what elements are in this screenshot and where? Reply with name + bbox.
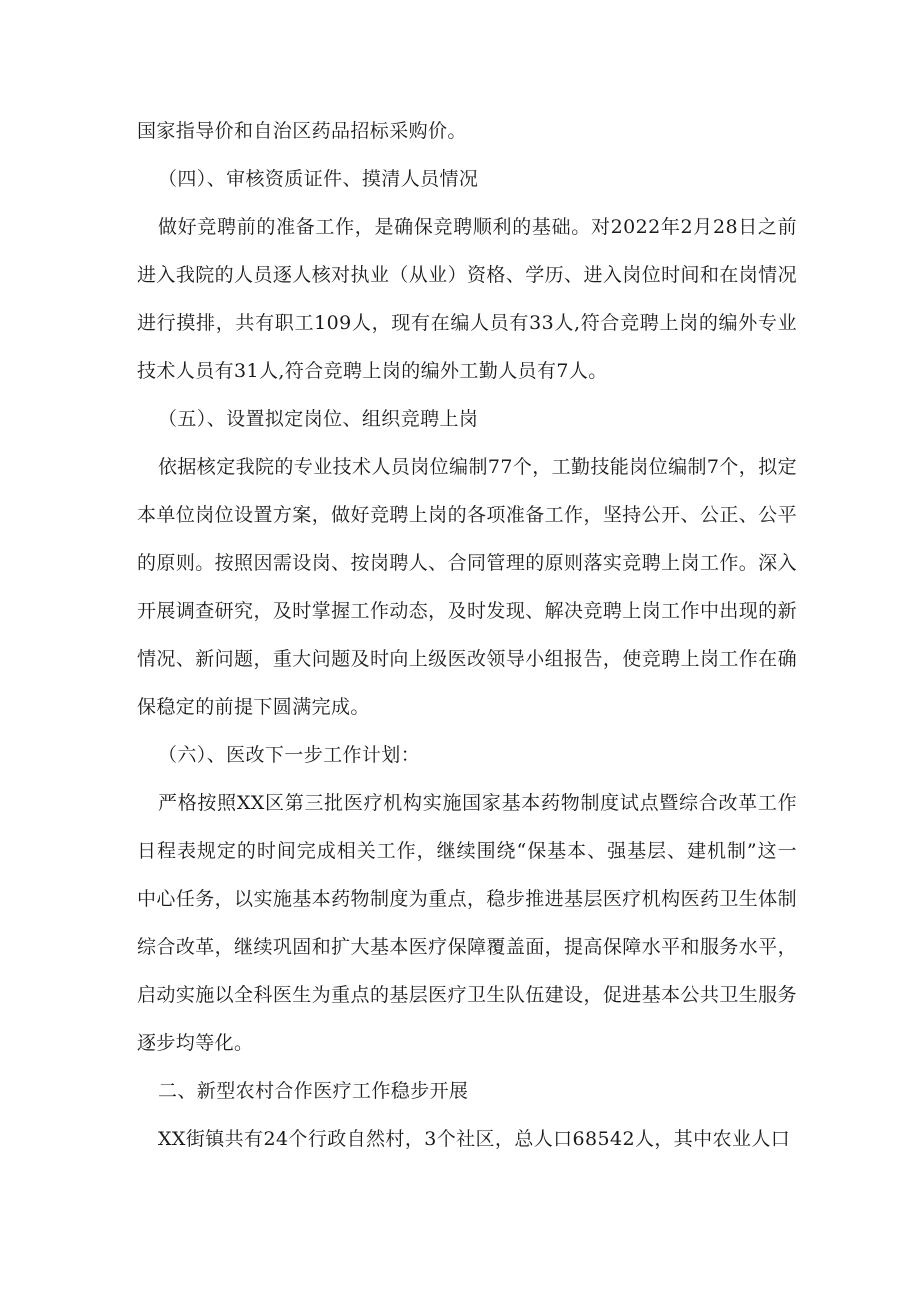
paragraph-qualification-review: 做好竞聘前的准备工作，是确保竞聘顺利的基础。对2022年2月28日之前进入我院的人员逐人核对执业（从业）资格、学历、进入岗位时间和在岗情况进行摸排，共有职工109人，现有在编人员有33人,符合竞聘上岗的编外专业技术人员有31人,符合竞聘上岗的编外工勤人员有7人。 [137, 216, 797, 382]
section-heading-4: （四）、审核资质证件、摸清人员情况 [158, 168, 479, 190]
paragraph-continuation: 国家指导价和自治区药品招标采购价。 [137, 120, 467, 142]
section-heading-5: （五）、设置拟定岗位、组织竞聘上岗 [158, 408, 479, 430]
paragraph-rural-cooperative: XX街镇共有24个行政自然村，3个社区，总人口68542人，其中农业人口 [158, 1128, 791, 1150]
paragraph-next-plan: 严格按照XX区第三批医疗机构实施国家基本药物制度试点暨综合改革工作日程表规定的时间完成相关工作，继续围绕“保基本、强基层、建机制”这一中心任务，以实施基本药物制度为重点，稳步推进基层医疗机构医药卫生体制综合改革，继续巩固和扩大基本医疗保障覆盖面，提高保障水平和服务水平，启动实施以全科医生为重点的基层医疗卫生队伍建设，促进基本公共卫生服务逐步均等化。 [137, 792, 797, 1054]
paragraph-post-setup: 依据核定我院的专业技术人员岗位编制77个，工勤技能岗位编制7个，拟定本单位岗位设置方案，做好竞聘上岗的各项准备工作，坚持公开、公正、公平的原则。按照因需设岗、按岗聘人、合同管理的原则落实竞聘上岗工作。深入开展调查研究，及时掌握工作动态，及时发现、解决竞聘上岗工作中出现的新情况、新问题，重大问题及时向上级医改领导小组报告，使竞聘上岗工作在确保稳定的前提下圆满完成。 [137, 456, 797, 718]
document-body [137, 107, 797, 1163]
section-heading-6: （六）、医改下一步工作计划： [158, 744, 421, 766]
section-heading-two: 二、新型农村合作医疗工作稳步开展 [158, 1080, 469, 1102]
